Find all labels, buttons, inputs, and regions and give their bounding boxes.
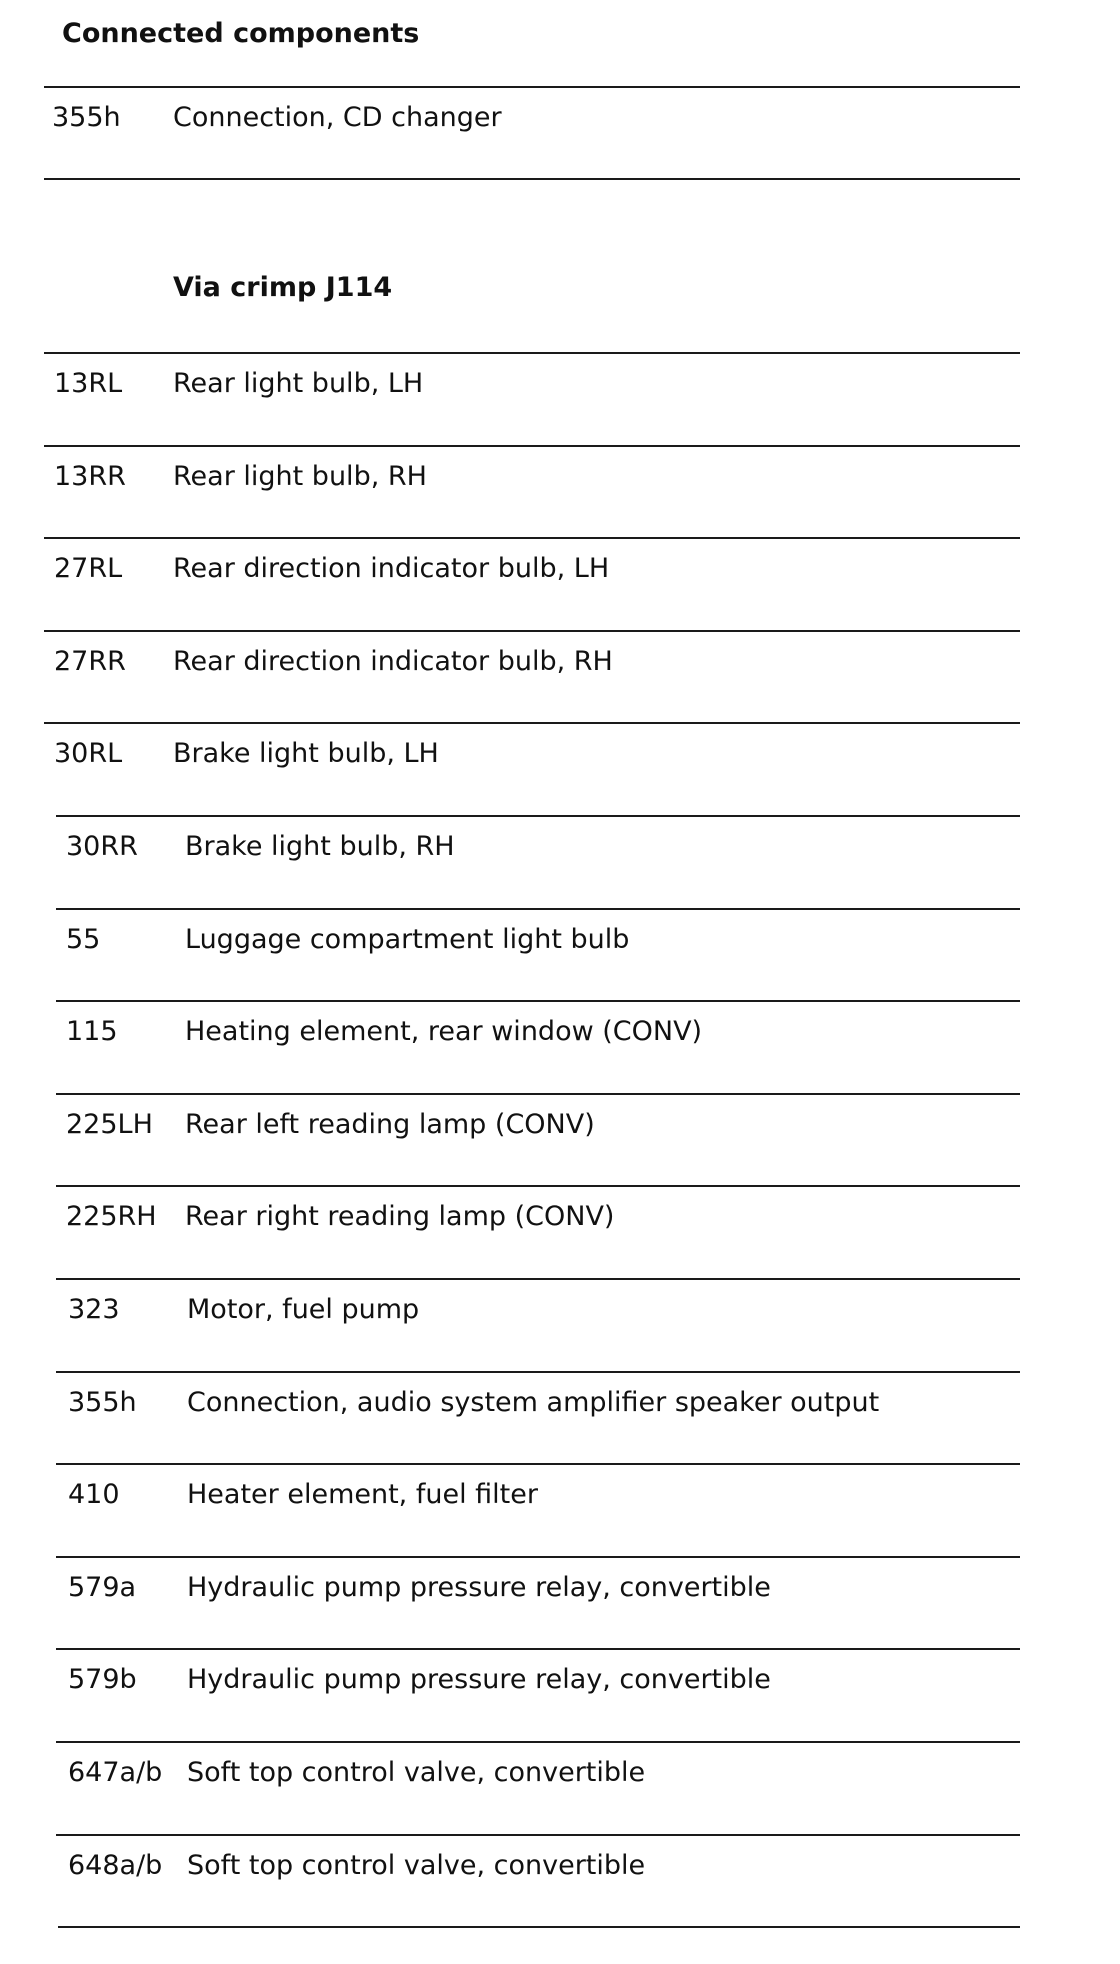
component-description: Brake light bulb, RH	[185, 831, 455, 862]
table-row	[56, 1741, 1020, 1834]
divider	[58, 1926, 1020, 1928]
component-description: Luggage compartment light bulb	[185, 924, 630, 955]
table-row	[56, 1371, 1020, 1464]
component-code: 647a/b	[68, 1757, 163, 1788]
divider	[44, 178, 1020, 180]
component-description: Brake light bulb, LH	[173, 738, 439, 769]
component-description: Soft top control valve, convertible	[187, 1850, 646, 1881]
table-row	[56, 1093, 1020, 1186]
crimp-subheading: Via crimp J114	[173, 272, 393, 303]
page-title: Connected components	[62, 18, 420, 49]
component-description: Hydraulic pump pressure relay, convertible	[187, 1572, 771, 1603]
component-description: Rear direction indicator bulb, RH	[173, 646, 613, 677]
component-code: 27RR	[54, 646, 126, 677]
table-row	[56, 1648, 1020, 1741]
table-row	[56, 908, 1020, 1001]
table-row	[44, 86, 1020, 179]
table-row	[56, 1556, 1020, 1649]
table-row	[44, 722, 1020, 815]
component-code: 355h	[68, 1387, 137, 1418]
component-description: Motor, fuel pump	[187, 1294, 420, 1325]
component-description: Connection, audio system amplifier speaker output	[187, 1387, 880, 1418]
component-description: Rear light bulb, RH	[173, 461, 427, 492]
component-code: 323	[68, 1294, 120, 1325]
component-code: 225LH	[66, 1109, 153, 1140]
component-code: 410	[68, 1479, 120, 1510]
table-row	[56, 815, 1020, 908]
table-row	[56, 1834, 1020, 1927]
component-code: 355h	[52, 102, 121, 133]
table-row	[56, 1278, 1020, 1371]
component-code: 30RL	[54, 738, 123, 769]
component-code: 30RR	[66, 831, 138, 862]
component-description: Soft top control valve, convertible	[187, 1757, 646, 1788]
table-row	[56, 1185, 1020, 1278]
component-code: 13RR	[54, 461, 126, 492]
component-code: 55	[66, 924, 101, 955]
component-description: Rear left reading lamp (CONV)	[185, 1109, 595, 1140]
component-description: Hydraulic pump pressure relay, convertible	[187, 1664, 771, 1695]
table-row	[44, 352, 1020, 445]
component-code: 579a	[68, 1572, 137, 1603]
table-row	[44, 537, 1020, 630]
component-code: 225RH	[66, 1201, 157, 1232]
component-description: Connection, CD changer	[173, 102, 502, 133]
component-description: Rear light bulb, LH	[173, 368, 424, 399]
table-row	[44, 630, 1020, 723]
table-row	[56, 1000, 1020, 1093]
component-description: Rear direction indicator bulb, LH	[173, 553, 610, 584]
component-code: 648a/b	[68, 1850, 163, 1881]
table-row	[44, 445, 1020, 538]
component-code: 27RL	[54, 553, 123, 584]
component-description: Heater element, fuel filter	[187, 1479, 538, 1510]
table-row	[56, 1463, 1020, 1556]
component-description: Heating element, rear window (CONV)	[185, 1016, 703, 1047]
component-description: Rear right reading lamp (CONV)	[185, 1201, 615, 1232]
component-code: 13RL	[54, 368, 123, 399]
component-code: 115	[66, 1016, 118, 1047]
component-code: 579b	[68, 1664, 137, 1695]
